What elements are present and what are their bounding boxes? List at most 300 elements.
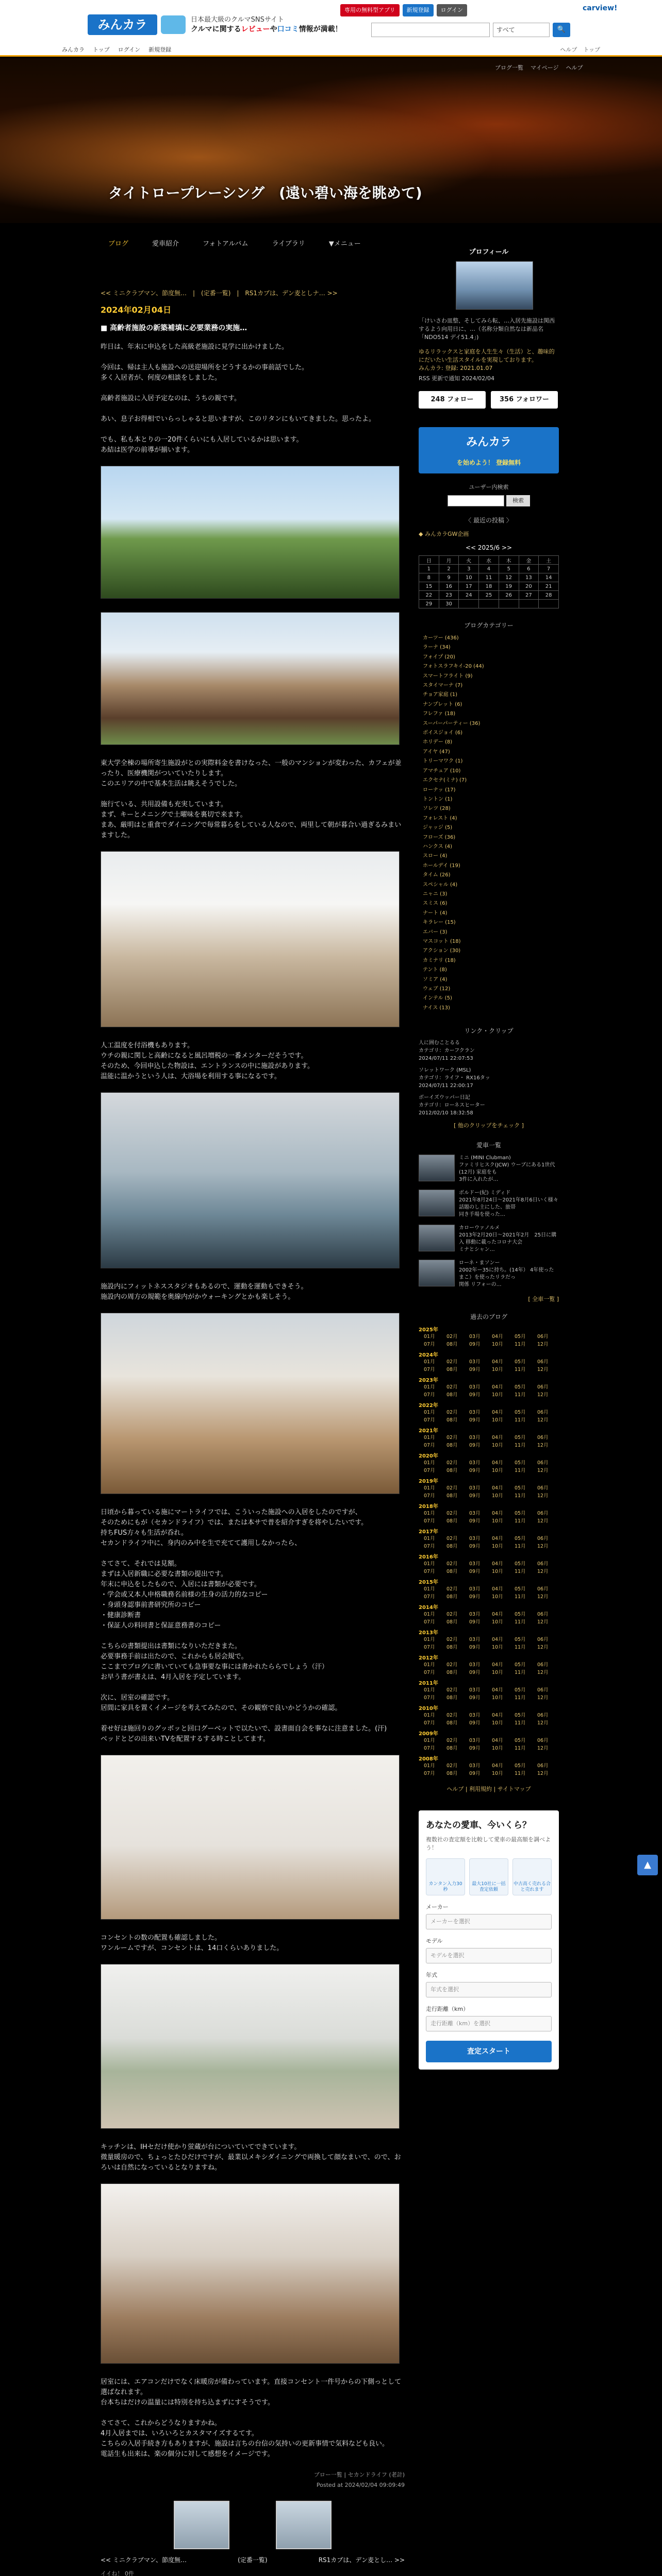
calendar-day[interactable]: 29: [419, 600, 439, 608]
post-photo-fitness[interactable]: [101, 1313, 400, 1494]
user-search-button[interactable]: 検索: [506, 495, 530, 506]
archive-month-link[interactable]: 01月: [424, 1410, 435, 1416]
archive-month-link[interactable]: 08月: [446, 1745, 458, 1752]
archive-month-link[interactable]: 04月: [492, 1435, 503, 1441]
archive-month-link[interactable]: 02月: [446, 1410, 458, 1416]
post-photo-building-front[interactable]: [101, 612, 400, 745]
archive-month-link[interactable]: 02月: [446, 1384, 458, 1391]
archive-month-link[interactable]: 04月: [492, 1662, 503, 1668]
archive-month-link[interactable]: 12月: [537, 1619, 549, 1625]
calendar-day[interactable]: 5: [499, 565, 519, 573]
search-icon[interactable]: 🔍: [553, 23, 570, 37]
archive-month-link[interactable]: 07月: [424, 1443, 435, 1449]
archive-month-link[interactable]: 10月: [492, 1695, 503, 1701]
archive-month-link[interactable]: 04月: [492, 1485, 503, 1492]
archive-month-link[interactable]: 07月: [424, 1745, 435, 1752]
clip-link-item[interactable]: 人に囲むことるる カテゴリ：カーフクラン 2024/07/11 22:07:53: [419, 1040, 475, 1062]
archive-month-link[interactable]: 02月: [446, 1763, 458, 1769]
archive-month-link[interactable]: 11月: [515, 1493, 526, 1499]
prev-post-thumb[interactable]: [174, 2501, 229, 2549]
archive-month-link[interactable]: 06月: [537, 1384, 549, 1391]
category-item[interactable]: スロー (4): [423, 853, 448, 859]
archive-month-link[interactable]: 03月: [469, 1511, 481, 1517]
banner-link-bloglist[interactable]: ブログ一覧: [495, 64, 523, 71]
category-item[interactable]: インテル (5): [423, 995, 452, 1002]
category-item[interactable]: テント (8): [423, 967, 447, 973]
year-select[interactable]: 年式を選択: [426, 1982, 552, 1997]
archive-month-link[interactable]: 11月: [515, 1569, 526, 1575]
archive-month-link[interactable]: 03月: [469, 1334, 481, 1340]
archive-month-link[interactable]: 06月: [537, 1536, 549, 1542]
archive-month-link[interactable]: 07月: [424, 1417, 435, 1423]
calendar-day[interactable]: 24: [459, 591, 479, 600]
archive-month-link[interactable]: 02月: [446, 1511, 458, 1517]
calendar-day[interactable]: 7: [539, 565, 559, 573]
user-search-input[interactable]: [448, 495, 504, 506]
category-item[interactable]: チョア家庭 (1): [423, 692, 458, 698]
car-thumbnail[interactable]: [419, 1260, 455, 1286]
calendar-day[interactable]: 16: [439, 582, 459, 591]
archive-month-link[interactable]: 05月: [515, 1637, 526, 1643]
archive-month-link[interactable]: 07月: [424, 1392, 435, 1398]
archive-month-link[interactable]: 06月: [537, 1612, 549, 1618]
calendar-day[interactable]: 8: [419, 573, 439, 582]
archive-month-link[interactable]: 12月: [537, 1544, 549, 1550]
category-item[interactable]: フォトスラフキイ-20 (44): [423, 664, 484, 670]
post-photo-kitchen[interactable]: [101, 2183, 400, 2364]
archive-month-link[interactable]: 09月: [469, 1670, 481, 1676]
calendar-day[interactable]: 10: [459, 573, 479, 582]
archive-month-link[interactable]: 02月: [446, 1612, 458, 1618]
calendar-day[interactable]: 11: [479, 573, 499, 582]
archive-month-link[interactable]: 01月: [424, 1738, 435, 1744]
archive-month-link[interactable]: 03月: [469, 1687, 481, 1693]
post-photo-bath[interactable]: [101, 1092, 400, 1268]
category-item[interactable]: トントン (1): [423, 796, 453, 802]
archive-month-link[interactable]: 01月: [424, 1511, 435, 1517]
tab-photo-album[interactable]: フォトアルバム: [203, 240, 249, 248]
category-item[interactable]: アクション (30): [423, 948, 461, 954]
archive-month-link[interactable]: 11月: [515, 1544, 526, 1550]
pager-next-link[interactable]: RS1カブは、デン麦とし… >>: [318, 2556, 405, 2564]
archive-month-link[interactable]: 06月: [537, 1738, 549, 1744]
archive-month-link[interactable]: 08月: [446, 1619, 458, 1625]
category-item[interactable]: ニャニ (3): [423, 891, 448, 897]
archive-month-link[interactable]: 08月: [446, 1443, 458, 1449]
archive-month-link[interactable]: 07月: [424, 1569, 435, 1575]
archive-month-link[interactable]: 06月: [537, 1713, 549, 1719]
archive-month-link[interactable]: 10月: [492, 1443, 503, 1449]
archive-month-link[interactable]: 04月: [492, 1763, 503, 1769]
archive-month-link[interactable]: 12月: [537, 1493, 549, 1499]
archive-month-link[interactable]: 01月: [424, 1536, 435, 1542]
blog-title[interactable]: タイトロープレーシング (遠い碧い海を眺めて): [108, 184, 422, 201]
archive-month-link[interactable]: 12月: [537, 1569, 549, 1575]
search-scope-select[interactable]: すべて: [493, 23, 550, 37]
subnav-item-top[interactable]: トップ: [93, 46, 110, 53]
archive-month-link[interactable]: 03月: [469, 1612, 481, 1618]
archive-month-link[interactable]: 06月: [537, 1485, 549, 1492]
archive-month-link[interactable]: 10月: [492, 1594, 503, 1600]
archive-month-link[interactable]: 09月: [469, 1342, 481, 1348]
archive-month-link[interactable]: 09月: [469, 1695, 481, 1701]
category-item[interactable]: ジャッジ (5): [423, 825, 453, 831]
tab-menu[interactable]: ▼メニュー: [328, 240, 361, 248]
archive-month-link[interactable]: 08月: [446, 1342, 458, 1348]
archive-month-link[interactable]: 08月: [446, 1367, 458, 1373]
archive-month-link[interactable]: 11月: [515, 1594, 526, 1600]
archive-month-link[interactable]: 10月: [492, 1619, 503, 1625]
archive-month-link[interactable]: 09月: [469, 1569, 481, 1575]
archive-month-link[interactable]: 08月: [446, 1417, 458, 1423]
archive-month-link[interactable]: 08月: [446, 1645, 458, 1651]
archive-month-link[interactable]: 12月: [537, 1342, 549, 1348]
archive-month-link[interactable]: 02月: [446, 1738, 458, 1744]
archive-month-link[interactable]: 05月: [515, 1511, 526, 1517]
subnav-item-register[interactable]: 新規登録: [148, 46, 172, 53]
archive-month-link[interactable]: 04月: [492, 1713, 503, 1719]
archive-month-link[interactable]: 03月: [469, 1536, 481, 1542]
archive-month-link[interactable]: 02月: [446, 1687, 458, 1693]
archive-month-link[interactable]: 04月: [492, 1384, 503, 1391]
archive-month-link[interactable]: 03月: [469, 1359, 481, 1365]
archive-month-link[interactable]: 04月: [492, 1586, 503, 1592]
register-button[interactable]: 新規登録: [403, 4, 434, 16]
category-item[interactable]: エクセナ(ミナ) (7): [423, 777, 467, 784]
archive-month-link[interactable]: 07月: [424, 1544, 435, 1550]
archive-month-link[interactable]: 12月: [537, 1745, 549, 1752]
archive-month-link[interactable]: 04月: [492, 1334, 503, 1340]
archive-month-link[interactable]: 05月: [515, 1586, 526, 1592]
archive-month-link[interactable]: 02月: [446, 1359, 458, 1365]
category-item[interactable]: ソミア (4): [423, 976, 448, 982]
calendar-day[interactable]: 4: [479, 565, 499, 573]
tab-car-intro[interactable]: 愛車紹介: [152, 240, 179, 248]
category-item[interactable]: スマートフライト (9): [423, 673, 473, 679]
archive-month-link[interactable]: 07月: [424, 1367, 435, 1373]
calendar-day[interactable]: 18: [479, 582, 499, 591]
next-post-thumb[interactable]: [276, 2501, 332, 2549]
minkara-start-banner[interactable]: [419, 427, 559, 473]
archive-month-link[interactable]: 01月: [424, 1713, 435, 1719]
archive-month-link[interactable]: 07月: [424, 1695, 435, 1701]
archive-month-link[interactable]: 07月: [424, 1493, 435, 1499]
archive-month-link[interactable]: 10月: [492, 1745, 503, 1752]
calendar-day[interactable]: 21: [539, 582, 559, 591]
archive-month-link[interactable]: 01月: [424, 1637, 435, 1643]
category-item[interactable]: ナンプレット (6): [423, 701, 462, 707]
archive-month-link[interactable]: 04月: [492, 1511, 503, 1517]
calendar-day[interactable]: 19: [499, 582, 519, 591]
calendar-day[interactable]: 12: [499, 573, 519, 582]
archive-month-link[interactable]: 11月: [515, 1695, 526, 1701]
category-item[interactable]: キラレー (15): [423, 920, 456, 926]
archive-month-link[interactable]: 09月: [469, 1493, 481, 1499]
archive-month-link[interactable]: 10月: [492, 1367, 503, 1373]
calendar-day[interactable]: 9: [439, 573, 459, 582]
post-photo-dining[interactable]: [101, 851, 400, 1027]
archive-month-link[interactable]: 02月: [446, 1637, 458, 1643]
category-item[interactable]: カミナリ (18): [423, 957, 456, 963]
archive-month-link[interactable]: 08月: [446, 1569, 458, 1575]
subnav-item-login[interactable]: ログイン: [118, 46, 141, 53]
archive-month-link[interactable]: 11月: [515, 1342, 526, 1348]
car-list-item[interactable]: [419, 1155, 559, 1183]
archive-month-link[interactable]: 12月: [537, 1367, 549, 1373]
archive-month-link[interactable]: 12月: [537, 1720, 549, 1726]
subnav-item-minkara[interactable]: みんカラ: [62, 46, 85, 53]
category-item[interactable]: ナイス (13): [423, 1005, 450, 1011]
archive-month-link[interactable]: 02月: [446, 1662, 458, 1668]
archive-month-link[interactable]: 03月: [469, 1460, 481, 1466]
archive-month-link[interactable]: 08月: [446, 1493, 458, 1499]
category-item[interactable]: アイヤ (47): [423, 749, 450, 755]
category-item[interactable]: スーパーパーティー (36): [423, 720, 481, 726]
archive-month-link[interactable]: 05月: [515, 1334, 526, 1340]
archive-month-link[interactable]: 12月: [537, 1645, 549, 1651]
archive-month-link[interactable]: 11月: [515, 1645, 526, 1651]
category-item[interactable]: スタイマーナ (7): [423, 683, 463, 689]
archive-month-link[interactable]: 05月: [515, 1612, 526, 1618]
archive-month-link[interactable]: 05月: [515, 1485, 526, 1492]
mileage-select[interactable]: 走行距離（km）を選択: [426, 2016, 552, 2031]
archive-month-link[interactable]: 11月: [515, 1745, 526, 1752]
archive-month-link[interactable]: 01月: [424, 1384, 435, 1391]
links-more[interactable]: [ 他のクリップをチェック ]: [454, 1122, 524, 1129]
archive-month-link[interactable]: 03月: [469, 1713, 481, 1719]
archive-month-link[interactable]: 11月: [515, 1443, 526, 1449]
archive-month-link[interactable]: 01月: [424, 1435, 435, 1441]
pager-list-link[interactable]: (定番一覧): [238, 2556, 268, 2564]
category-item[interactable]: ナート (4): [423, 910, 448, 916]
post-title[interactable]: ■ 高齢者施設の新築補填に必要業務の実施…: [101, 324, 247, 332]
archive-month-link[interactable]: 07月: [424, 1645, 435, 1651]
archive-month-link[interactable]: 08月: [446, 1544, 458, 1550]
archive-month-link[interactable]: 06月: [537, 1460, 549, 1466]
archive-month-link[interactable]: 11月: [515, 1720, 526, 1726]
category-item[interactable]: タイム (26): [423, 872, 451, 878]
archive-month-link[interactable]: 06月: [537, 1435, 549, 1441]
category-item[interactable]: エバー (3): [423, 929, 448, 935]
archive-month-link[interactable]: 06月: [537, 1662, 549, 1668]
archive-month-link[interactable]: 05月: [515, 1410, 526, 1416]
category-item[interactable]: アマチュア (10): [423, 768, 461, 774]
archive-month-link[interactable]: 04月: [492, 1561, 503, 1567]
archive-month-link[interactable]: 11月: [515, 1468, 526, 1474]
archive-month-link[interactable]: 07月: [424, 1342, 435, 1348]
calendar-day[interactable]: 6: [519, 565, 539, 573]
archive-month-link[interactable]: 03月: [469, 1384, 481, 1391]
archive-month-link[interactable]: 08月: [446, 1392, 458, 1398]
carview-logo[interactable]: carview!: [583, 4, 618, 12]
archive-month-link[interactable]: 06月: [537, 1586, 549, 1592]
archive-month-link[interactable]: 07月: [424, 1720, 435, 1726]
archive-month-link[interactable]: 05月: [515, 1713, 526, 1719]
archive-month-link[interactable]: 04月: [492, 1612, 503, 1618]
archive-month-link[interactable]: 01月: [424, 1662, 435, 1668]
model-select[interactable]: モデルを選択: [426, 1948, 552, 1963]
archive-month-link[interactable]: 04月: [492, 1637, 503, 1643]
calendar-day[interactable]: 20: [519, 582, 539, 591]
archive-month-link[interactable]: 10月: [492, 1771, 503, 1777]
archive-month-link[interactable]: 12月: [537, 1518, 549, 1524]
archive-month-link[interactable]: 08月: [446, 1670, 458, 1676]
profile-rss[interactable]: RSS 更新で通知 2024/02/04: [419, 375, 495, 382]
archive-month-link[interactable]: 08月: [446, 1720, 458, 1726]
archive-month-link[interactable]: 06月: [537, 1511, 549, 1517]
archive-month-link[interactable]: 02月: [446, 1713, 458, 1719]
category-item[interactable]: フローズ (36): [423, 834, 456, 840]
profile-avatar[interactable]: [456, 261, 533, 310]
archive-month-link[interactable]: 01月: [424, 1763, 435, 1769]
archive-month-link[interactable]: 02月: [446, 1485, 458, 1492]
archive-month-link[interactable]: 08月: [446, 1771, 458, 1777]
archive-month-link[interactable]: 06月: [537, 1359, 549, 1365]
archive-month-link[interactable]: 12月: [537, 1468, 549, 1474]
calendar-promo[interactable]: ◆ みんカラGW企画: [419, 531, 469, 537]
calendar-day[interactable]: 26: [499, 591, 519, 600]
category-item[interactable]: ラーナ (34): [423, 645, 451, 651]
archive-month-link[interactable]: 03月: [469, 1637, 481, 1643]
archive-month-link[interactable]: 09月: [469, 1720, 481, 1726]
category-item[interactable]: スペシャル (4): [423, 882, 458, 888]
car-thumbnail[interactable]: [419, 1190, 455, 1216]
archive-month-link[interactable]: 12月: [537, 1771, 549, 1777]
archive-month-link[interactable]: 03月: [469, 1561, 481, 1567]
archive-month-link[interactable]: 03月: [469, 1586, 481, 1592]
calendar-day[interactable]: 15: [419, 582, 439, 591]
archive-month-link[interactable]: 10月: [492, 1518, 503, 1524]
post-photo-building-exterior[interactable]: [101, 466, 400, 599]
archive-month-link[interactable]: 09月: [469, 1745, 481, 1752]
banner-link-help[interactable]: ヘルプ: [566, 64, 583, 71]
app-button[interactable]: 専用の無料型アプリ: [340, 4, 400, 16]
search-input[interactable]: [371, 23, 490, 37]
appraisal-start-button[interactable]: 査定スタート: [426, 2041, 552, 2062]
archive-month-link[interactable]: 05月: [515, 1435, 526, 1441]
subnav-right-help[interactable]: ヘルプ: [560, 46, 577, 53]
calendar-month[interactable]: << 2025/6 >>: [465, 544, 512, 551]
calendar-day[interactable]: 25: [479, 591, 499, 600]
archive-month-link[interactable]: 06月: [537, 1410, 549, 1416]
archive-month-link[interactable]: 11月: [515, 1392, 526, 1398]
archive-month-link[interactable]: 09月: [469, 1771, 481, 1777]
category-item[interactable]: フレファ (18): [423, 711, 456, 717]
archive-month-link[interactable]: 10月: [492, 1720, 503, 1726]
category-item[interactable]: ホールデイ (19): [423, 862, 460, 869]
calendar-day[interactable]: 14: [539, 573, 559, 582]
calendar-day[interactable]: 17: [459, 582, 479, 591]
archive-month-link[interactable]: 02月: [446, 1586, 458, 1592]
archive-month-link[interactable]: 08月: [446, 1518, 458, 1524]
tab-blog[interactable]: ブログ: [108, 240, 129, 248]
category-item[interactable]: ボイスジョイ (6): [423, 730, 463, 736]
archive-month-link[interactable]: 07月: [424, 1518, 435, 1524]
archive-month-link[interactable]: 02月: [446, 1435, 458, 1441]
followers-button[interactable]: 356 フォロワー: [491, 391, 558, 409]
car-list-item[interactable]: [419, 1225, 559, 1253]
following-button[interactable]: 248 フォロー: [419, 391, 486, 409]
calendar-day[interactable]: 13: [519, 573, 539, 582]
subnav-right-top[interactable]: トップ: [583, 46, 600, 53]
archive-month-link[interactable]: 08月: [446, 1695, 458, 1701]
archive-month-link[interactable]: 02月: [446, 1536, 458, 1542]
archive-month-link[interactable]: 04月: [492, 1410, 503, 1416]
archive-month-link[interactable]: 11月: [515, 1518, 526, 1524]
calendar-day[interactable]: 1: [419, 565, 439, 573]
login-button[interactable]: ログイン: [437, 4, 467, 16]
archive-month-link[interactable]: 10月: [492, 1417, 503, 1423]
calendar-day[interactable]: 2: [439, 565, 459, 573]
archive-month-link[interactable]: 07月: [424, 1771, 435, 1777]
archive-month-link[interactable]: 11月: [515, 1367, 526, 1373]
archive-month-link[interactable]: 06月: [537, 1763, 549, 1769]
archive-month-link[interactable]: 02月: [446, 1334, 458, 1340]
archive-month-link[interactable]: 05月: [515, 1561, 526, 1567]
archive-month-link[interactable]: 05月: [515, 1662, 526, 1668]
archive-month-link[interactable]: 01月: [424, 1687, 435, 1693]
archive-month-link[interactable]: 12月: [537, 1417, 549, 1423]
archive-month-link[interactable]: 07月: [424, 1670, 435, 1676]
calendar-day[interactable]: 30: [439, 600, 459, 608]
archive-month-link[interactable]: 10月: [492, 1645, 503, 1651]
clip-link-item[interactable]: ボーイズウッパー日記 カテゴリ：ローネスヒーター 2012/02/10 18:32:58: [419, 1095, 485, 1116]
archive-month-link[interactable]: 09月: [469, 1443, 481, 1449]
archive-month-link[interactable]: 01月: [424, 1485, 435, 1492]
archive-month-link[interactable]: 05月: [515, 1738, 526, 1744]
tab-library[interactable]: ライブラリ: [272, 240, 305, 248]
car-list-item[interactable]: [419, 1260, 559, 1289]
calendar-day[interactable]: 3: [459, 565, 479, 573]
calendar-day[interactable]: 22: [419, 591, 439, 600]
post-photo-window[interactable]: [101, 1964, 400, 2129]
archive-month-link[interactable]: 06月: [537, 1561, 549, 1567]
archive-month-link[interactable]: 11月: [515, 1619, 526, 1625]
archive-month-link[interactable]: 04月: [492, 1536, 503, 1542]
category-item[interactable]: スミス (6): [423, 901, 448, 907]
post-photo-room[interactable]: [101, 1755, 400, 1920]
archive-month-link[interactable]: 04月: [492, 1687, 503, 1693]
car-list-item[interactable]: [419, 1190, 559, 1218]
archive-month-link[interactable]: 01月: [424, 1334, 435, 1340]
archive-month-link[interactable]: 10月: [492, 1493, 503, 1499]
archive-month-link[interactable]: 09月: [469, 1392, 481, 1398]
archive-month-link[interactable]: 06月: [537, 1334, 549, 1340]
archive-month-link[interactable]: 01月: [424, 1561, 435, 1567]
archive-month-link[interactable]: 05月: [515, 1763, 526, 1769]
category-item[interactable]: ソレツ (28): [423, 806, 451, 812]
archive-month-link[interactable]: 06月: [537, 1687, 549, 1693]
category-item[interactable]: ローナッ (17): [423, 787, 456, 793]
archive-month-link[interactable]: 10月: [492, 1670, 503, 1676]
post-nav-top[interactable]: << ミニクラブマン、節度無… | (定番一覧) | RS1カブは、デン麦としナ… >>: [101, 290, 338, 297]
cars-more[interactable]: [ 全車一覧 ]: [528, 1296, 559, 1303]
archive-month-link[interactable]: 09月: [469, 1468, 481, 1474]
archive-month-link[interactable]: 03月: [469, 1738, 481, 1744]
archive-month-link[interactable]: 09月: [469, 1417, 481, 1423]
archive-month-link[interactable]: 04月: [492, 1738, 503, 1744]
archive-month-link[interactable]: 08月: [446, 1594, 458, 1600]
archive-month-link[interactable]: 07月: [424, 1468, 435, 1474]
archive-month-link[interactable]: 03月: [469, 1485, 481, 1492]
category-item[interactable]: フォレスト (4): [423, 815, 457, 821]
archive-month-link[interactable]: 04月: [492, 1460, 503, 1466]
archive-month-link[interactable]: 05月: [515, 1460, 526, 1466]
archive-month-link[interactable]: 03月: [469, 1410, 481, 1416]
archive-month-link[interactable]: 07月: [424, 1594, 435, 1600]
scroll-to-top-icon[interactable]: ▲: [637, 1855, 658, 1875]
calendar-day[interactable]: 23: [439, 591, 459, 600]
